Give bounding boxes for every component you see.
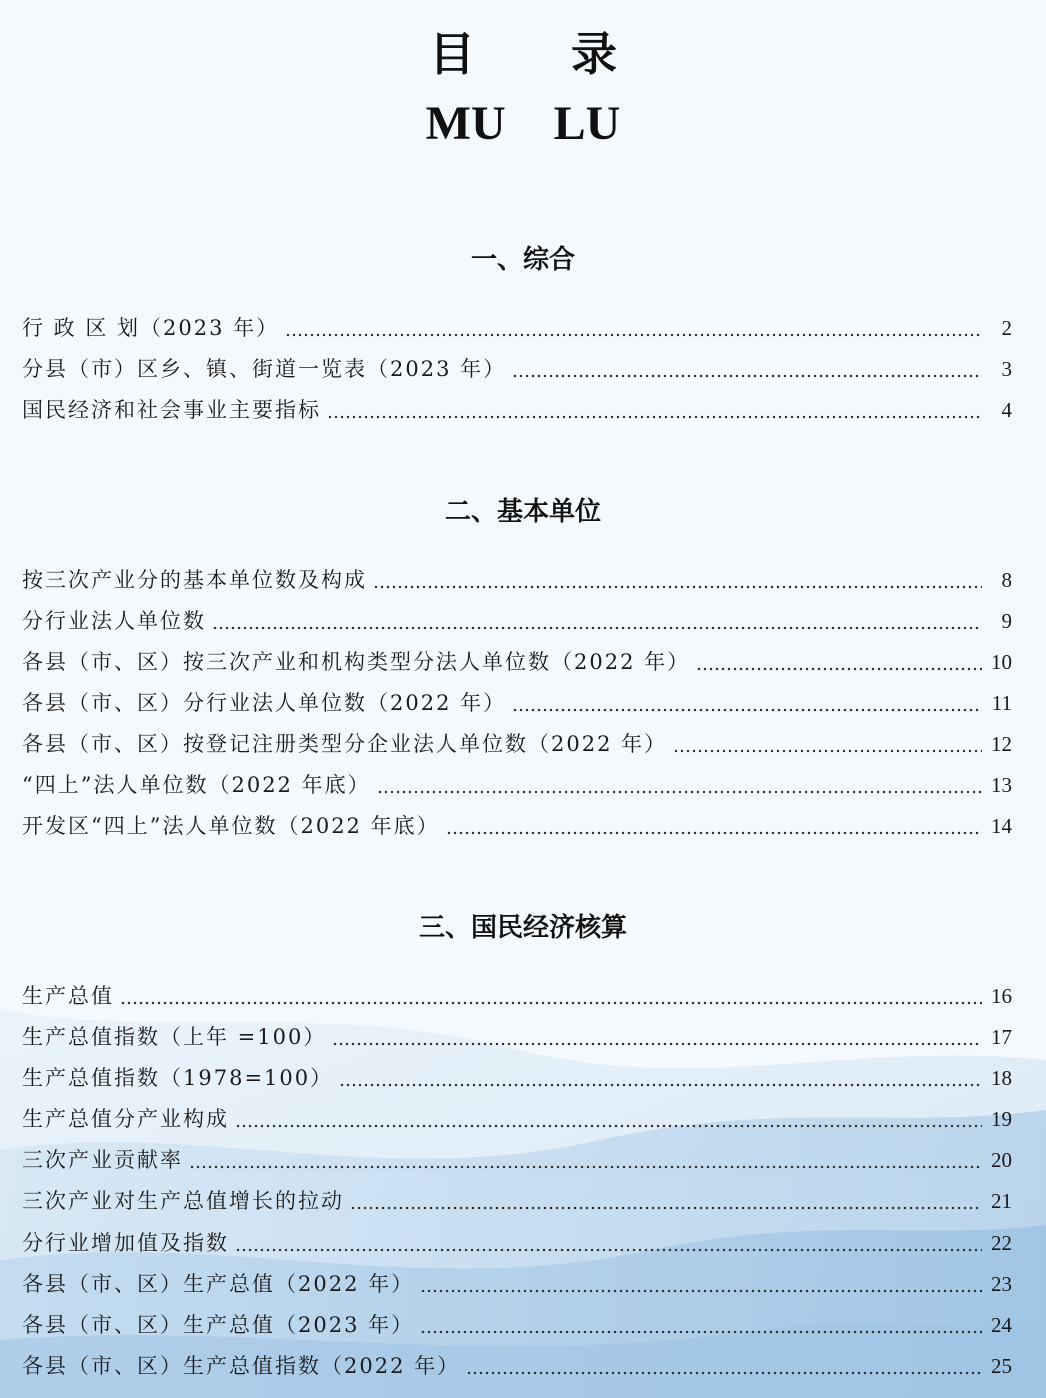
toc-entry-label: 生产总值分产业构成 xyxy=(22,1107,229,1131)
toc-entry[interactable] xyxy=(22,565,1012,595)
dot-leader xyxy=(235,1104,982,1134)
dot-leader xyxy=(373,565,982,595)
toc-entry[interactable] xyxy=(22,395,1012,425)
dot-leader xyxy=(212,606,982,636)
toc-entry-label: 各县（市、区）生产总值指数（2022 年） xyxy=(22,1354,461,1378)
toc-entry-page: 16 xyxy=(991,984,1012,1008)
toc-entry-page: 17 xyxy=(991,1025,1012,1049)
toc-entry[interactable] xyxy=(22,1228,1012,1258)
toc-entry[interactable] xyxy=(22,647,1012,677)
dot-leader xyxy=(235,1228,982,1258)
toc-entry-page: 2 xyxy=(1001,316,1012,340)
toc-entry-label: 生产总值 xyxy=(22,984,114,1008)
toc-entry-page: 21 xyxy=(991,1189,1012,1213)
dot-leader xyxy=(696,647,982,677)
toc-entry-page: 4 xyxy=(1001,398,1012,422)
toc-entry-label: 各县（市、区）分行业法人单位数（2022 年） xyxy=(22,691,507,715)
toc-entry[interactable] xyxy=(22,1063,1012,1093)
toc-entry-label: 生产总值指数（1978=100） xyxy=(22,1066,334,1090)
toc-entry-page: 12 xyxy=(991,732,1012,756)
toc-entry-label: 各县（市、区）生产总值（2022 年） xyxy=(22,1272,415,1296)
toc-entry-page: 24 xyxy=(991,1313,1012,1337)
toc-entry-label: “四上”法人单位数（2022 年底） xyxy=(22,773,371,797)
toc-entry[interactable] xyxy=(22,981,1012,1011)
page-title: 目 录 xyxy=(428,27,618,81)
toc-entry[interactable] xyxy=(22,354,1012,384)
toc-entry-page: 19 xyxy=(991,1107,1012,1131)
dot-leader xyxy=(446,811,982,841)
toc-entry-label: 分行业法人单位数 xyxy=(22,609,206,633)
toc-entry-page: 25 xyxy=(991,1354,1012,1378)
dot-leader xyxy=(189,1145,982,1175)
toc-entry-page: 3 xyxy=(1001,357,1012,381)
dot-leader xyxy=(512,354,982,384)
toc-entry-label: 分县（市）区乡、镇、街道一览表（2023 年） xyxy=(22,357,507,381)
toc-entry-page: 9 xyxy=(1001,609,1012,633)
dot-leader xyxy=(377,770,982,800)
toc-entry-label: 分行业增加值及指数 xyxy=(22,1231,229,1255)
toc-entry[interactable] xyxy=(22,811,1012,841)
toc-entry[interactable] xyxy=(22,1186,1012,1216)
section-heading-general: 一、综合 xyxy=(470,245,575,275)
toc-entry-label: 生产总值指数（上年 =100） xyxy=(22,1025,327,1049)
dot-leader xyxy=(420,1310,982,1340)
toc-entry-page: 23 xyxy=(991,1272,1012,1296)
dot-leader xyxy=(332,1022,982,1052)
toc-entry-label: 开发区“四上”法人单位数（2022 年底） xyxy=(22,814,440,838)
dot-leader xyxy=(327,395,982,425)
dot-leader xyxy=(350,1186,982,1216)
toc-entry-page: 22 xyxy=(991,1231,1012,1255)
toc-entry-label: 各县（市、区）按三次产业和机构类型分法人单位数（2022 年） xyxy=(22,650,691,674)
toc-entry[interactable] xyxy=(22,729,1012,759)
dot-leader xyxy=(420,1269,982,1299)
toc-entry-page: 13 xyxy=(991,773,1012,797)
section-heading-basic-units: 二、基本单位 xyxy=(444,497,601,527)
toc-entry[interactable] xyxy=(22,1269,1012,1299)
dot-leader xyxy=(285,313,982,343)
toc-entry-page: 11 xyxy=(991,691,1012,715)
toc-entry-label: 行 政 区 划（2023 年） xyxy=(22,316,280,340)
dot-leader xyxy=(466,1351,982,1381)
toc-entry-page: 18 xyxy=(991,1066,1012,1090)
dot-leader xyxy=(120,981,982,1011)
toc-entry-label: 各县（市、区）按登记注册类型分企业法人单位数（2022 年） xyxy=(22,732,668,756)
toc-entry-label: 国民经济和社会事业主要指标 xyxy=(22,398,321,422)
toc-entry-page: 20 xyxy=(991,1148,1012,1172)
toc-entry[interactable] xyxy=(22,1145,1012,1175)
toc-entry[interactable] xyxy=(22,1310,1012,1340)
toc-entry[interactable] xyxy=(22,606,1012,636)
toc-entry-label: 三次产业贡献率 xyxy=(22,1148,183,1172)
toc-entry-page: 8 xyxy=(1001,568,1012,592)
toc-entry[interactable] xyxy=(22,1104,1012,1134)
toc-entry-page: 14 xyxy=(991,814,1012,838)
section-heading-national-accounts: 三、国民经济核算 xyxy=(418,913,627,943)
dot-leader xyxy=(512,688,982,718)
toc-entry[interactable] xyxy=(22,1351,1012,1381)
dot-leader xyxy=(673,729,982,759)
toc-entry[interactable] xyxy=(22,688,1012,718)
toc-entry-label: 按三次产业分的基本单位数及构成 xyxy=(22,568,367,592)
dot-leader xyxy=(339,1063,982,1093)
toc-entry-label: 三次产业对生产总值增长的拉动 xyxy=(22,1189,344,1213)
toc-entry[interactable] xyxy=(22,313,1012,343)
toc-entry[interactable] xyxy=(22,770,1012,800)
page-title-pinyin: MU LU xyxy=(425,97,621,150)
toc-entry-label: 各县（市、区）生产总值（2023 年） xyxy=(22,1313,415,1337)
toc-entry[interactable] xyxy=(22,1022,1012,1052)
toc-entry-page: 10 xyxy=(991,650,1012,674)
